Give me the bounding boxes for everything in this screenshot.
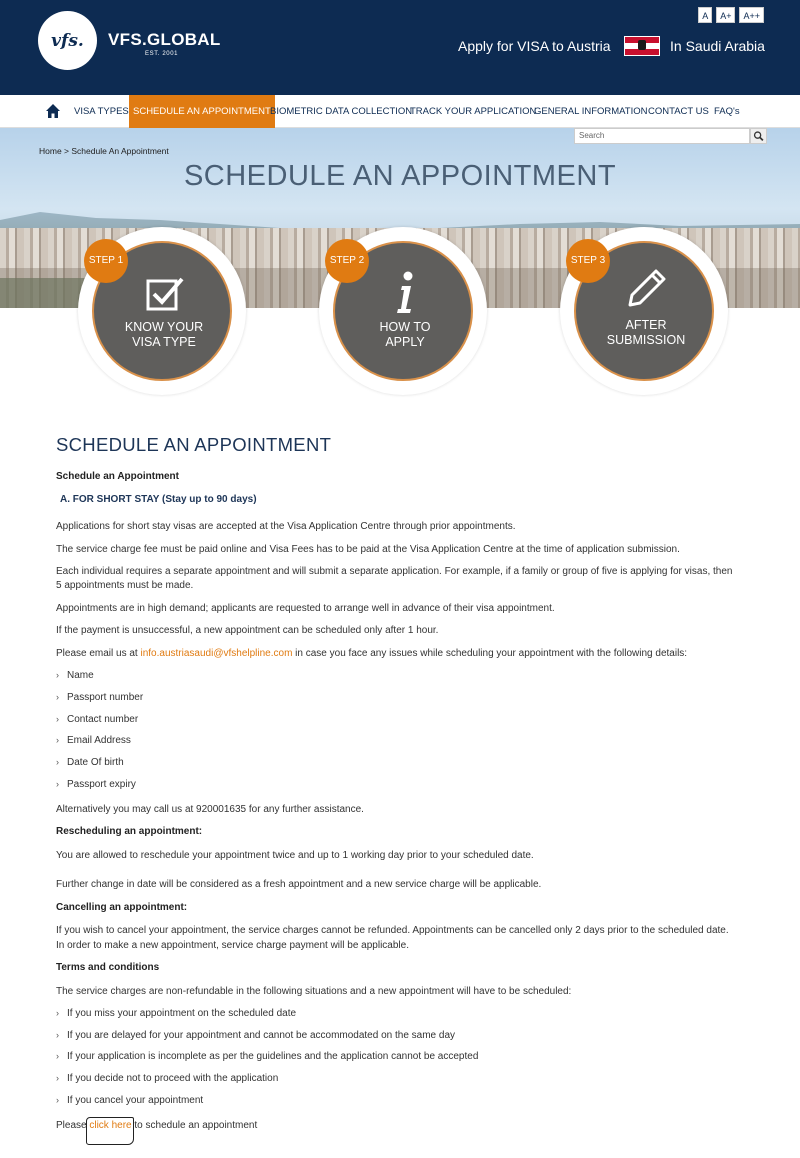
reschedule-text-2: Further change in date will be considered as a fresh appointment and a new service charge will be applicable. [56, 879, 542, 890]
reschedule-heading: Rescheduling an appointment: [56, 826, 203, 837]
paragraph-3a: Each individual requires a separate appointment and will submit a separate application. For example, if a family or group of five is applying for visas, then [56, 566, 733, 577]
nav-biometric[interactable]: BIOMETRIC DATA COLLECTION [270, 106, 413, 117]
logo-text: VFS.GLOBAL [108, 30, 221, 49]
list-item: › If you miss your appointment on the scheduled date [56, 1008, 297, 1019]
country-text: In Saudi Arabia [670, 38, 765, 54]
cancel-text-1: If you wish to cancel your appointment, the service charges cannot be refunded. Appointments can be cancelled only 2 days prior to the scheduled date. [56, 925, 729, 936]
info-icon [393, 271, 419, 315]
section-a-heading: A. FOR SHORT STAY (Stay up to 90 days) [60, 494, 257, 505]
search-input[interactable]: Search [574, 128, 750, 144]
paragraph-2: The service charge fee must be paid online and Visa Fees has to be paid at the Visa Application Centre at the time of application submission. [56, 544, 680, 555]
list-item: › If you are delayed for your appointment and cannot be accommodated on the same day [56, 1030, 456, 1041]
sub-heading: Schedule an Appointment [56, 471, 179, 482]
step-2-card[interactable] [319, 227, 487, 395]
paragraph-5: If the payment is unsuccessful, a new appointment can be scheduled only after 1 hour. [56, 625, 439, 636]
pencil-icon [626, 267, 668, 309]
apply-text: Apply for VISA to Austria [458, 38, 611, 54]
chevron-right-icon: › [56, 735, 59, 745]
terms-heading: Terms and conditions [56, 962, 160, 973]
list-item: › Date Of birth [56, 757, 124, 768]
cancel-heading: Cancelling an appointment: [56, 902, 188, 913]
main-nav [0, 95, 800, 128]
cancel-text-2: In order to make a new appointment, service charge payment will be applicable. [56, 940, 409, 951]
chevron-right-icon: › [56, 1073, 59, 1083]
terms-intro: The service charges are non-refundable in the following situations and a new appointment will have to be scheduled: [56, 986, 572, 997]
chevron-right-icon: › [56, 779, 59, 789]
nav-faqs[interactable]: FAQ's [714, 106, 740, 117]
nav-contact-us[interactable]: CONTACT US [648, 106, 709, 117]
click-here-link[interactable]: click here [89, 1120, 132, 1131]
nav-general-info[interactable]: GENERAL INFORMATION [534, 106, 648, 117]
font-size-large-button[interactable]: A++ [739, 7, 764, 23]
font-size-controls [698, 7, 764, 23]
email-link[interactable]: info.austriasaudi@vfshelpline.com [140, 648, 293, 659]
chevron-right-icon: › [56, 1008, 59, 1018]
font-size-small-button[interactable]: A [698, 7, 712, 23]
final-line: Please click here to schedule an appointment [56, 1120, 258, 1131]
paragraph-4: Appointments are in high demand; applicants are requested to arrange well in advance of their visa appointment. [56, 603, 555, 614]
reschedule-text-1: You are allowed to reschedule your appointment twice and up to 1 working day prior to your scheduled date. [56, 850, 534, 861]
search-icon[interactable] [750, 128, 767, 144]
chevron-right-icon: › [56, 1051, 59, 1061]
list-item: › If you cancel your appointment [56, 1095, 204, 1106]
vfs-logo[interactable] [38, 11, 97, 70]
list-item: › Contact number [56, 714, 139, 725]
chevron-right-icon: › [56, 714, 59, 724]
content-heading: SCHEDULE AN APPOINTMENT [56, 434, 332, 455]
step-2-badge: STEP 2 [325, 239, 369, 283]
step-3-label-2: SUBMISSION [606, 333, 686, 347]
nav-track[interactable]: TRACK YOUR APPLICATION [410, 106, 537, 117]
home-icon[interactable] [45, 103, 61, 119]
nav-schedule-appointment[interactable]: SCHEDULE AN APPOINTMENT [129, 95, 275, 128]
nav-visa-types[interactable]: VISA TYPES [74, 106, 129, 117]
step-2-label-1: HOW TO [379, 320, 431, 334]
list-item: › Passport expiry [56, 779, 136, 790]
chevron-right-icon: › [56, 757, 59, 767]
list-item: › If you decide not to proceed with the application [56, 1073, 279, 1084]
site-header [0, 0, 800, 95]
step-1-label-1: KNOW YOUR [124, 320, 204, 334]
list-item: › If your application is incomplete as per the guidelines and the application cannot be accepted [56, 1051, 479, 1062]
chevron-right-icon: › [56, 1095, 59, 1105]
page-title: SCHEDULE AN APPOINTMENT [183, 160, 617, 192]
step-3-card[interactable] [560, 227, 728, 395]
step-1-label-2: VISA TYPE [132, 335, 196, 349]
list-item: › Passport number [56, 692, 144, 703]
step-1-badge: STEP 1 [84, 239, 128, 283]
list-item: › Name [56, 670, 94, 681]
paragraph-1: Applications for short stay visas are accepted at the Visa Application Centre through prior appointments. [56, 521, 516, 532]
logo-est: EST. 2001 [145, 51, 179, 57]
chevron-right-icon: › [56, 692, 59, 702]
list-item: › Email Address [56, 735, 131, 746]
click-here-annotation [86, 1117, 134, 1145]
logo-mark: vfs. [51, 30, 84, 51]
paragraph-7: Alternatively you may call us at 920001635 for any further assistance. [56, 804, 364, 815]
paragraph-3b: 5 appointments must be made. [56, 580, 194, 591]
step-3-label-1: AFTER [625, 318, 667, 332]
chevron-right-icon: › [56, 1030, 59, 1040]
chevron-right-icon: › [56, 670, 59, 680]
checkbox-icon [146, 275, 186, 313]
paragraph-6: Please email us at info.austriasaudi@vfshelpline.com in case you face any issues while scheduling your appointment with the following details: [56, 648, 688, 659]
font-size-medium-button[interactable]: A+ [716, 7, 735, 23]
breadcrumb[interactable]: Home > Schedule An Appointment [39, 146, 169, 156]
step-1-card[interactable] [78, 227, 246, 395]
step-3-badge: STEP 3 [566, 239, 610, 283]
austria-flag-icon [624, 36, 660, 56]
step-2-label-2: APPLY [385, 335, 425, 349]
